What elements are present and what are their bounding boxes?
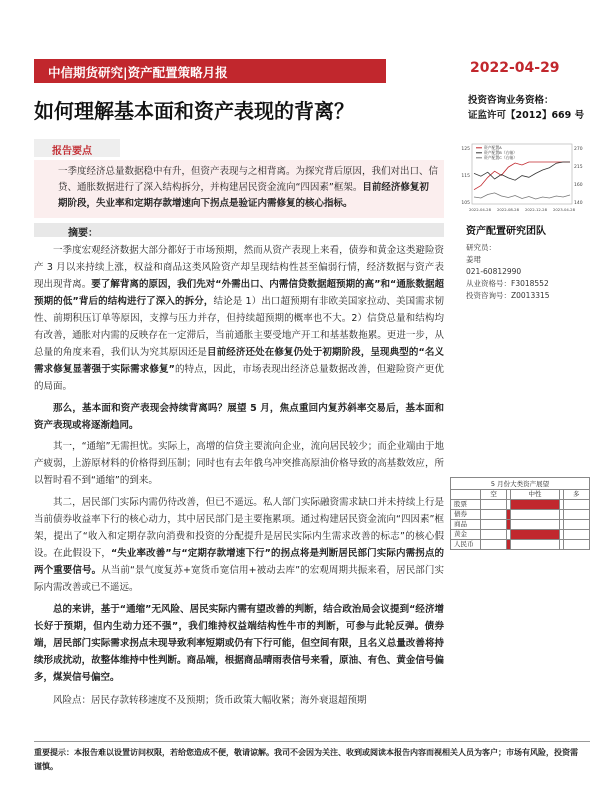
allocation-cell bbox=[563, 530, 589, 540]
p1-bold-b: 要了解背离的原因，我们先对“外需出口、内需信贷数据超预期的高”和“通胀数据超预期的低”背后的结构进行了深入的拆分， bbox=[34, 279, 444, 307]
allocation-row-label: 人民币 bbox=[451, 540, 481, 550]
p4-text-c: 从当前“景气度复苏+宽货币宽信用+被动去库”的宏观周期共振来看，居民部门实际内需改善或已不遥远。 bbox=[34, 565, 444, 593]
report-body bbox=[34, 242, 444, 714]
license-line-2: 证监许可【2012】669 号 bbox=[468, 110, 585, 121]
allocation-cell bbox=[563, 520, 589, 530]
chart-legend-label: 资产配置B（右轴） bbox=[484, 150, 517, 155]
allocation-table-title: 5 月份大类资产展望 bbox=[450, 477, 590, 489]
allocation-row-label: 股票 bbox=[451, 500, 481, 510]
chart-x-tick: 2023-04-28 bbox=[552, 207, 576, 212]
allocation-header-short: 空 bbox=[481, 490, 507, 500]
analyst-phone: 021-60812990 bbox=[466, 267, 522, 276]
allocation-row bbox=[451, 530, 590, 540]
chart-right-tick: 270 bbox=[574, 147, 583, 152]
license-line-1: 投资咨询业务资格： bbox=[468, 95, 554, 106]
team-name: 资产配置研究团队 bbox=[466, 226, 546, 237]
chart-x-tick: 2022-04-28 bbox=[468, 207, 492, 212]
allocation-header-row bbox=[451, 490, 590, 500]
summary-bold-text: 目前经济修复初期阶段，失业率和定期存款增速向下拐点是验证内需修复的核心指标。 bbox=[58, 182, 429, 209]
paragraph-1 bbox=[34, 242, 444, 395]
risk-paragraph: 风险点：居民存款转移速度不及预期；货币政策大幅收紧；海外衰退超预期 bbox=[53, 695, 367, 706]
license-info bbox=[468, 93, 584, 123]
chart-x-tick: 2022-08-28 bbox=[496, 207, 520, 212]
chart-legend-label: 资产配置C（右轴） bbox=[484, 155, 518, 160]
allocation-cell bbox=[563, 540, 589, 550]
chart-right-tick: 215 bbox=[574, 165, 583, 170]
footer-divider bbox=[34, 741, 590, 742]
allocation-cell bbox=[563, 500, 589, 510]
allocation-cell bbox=[481, 500, 507, 510]
paragraph-2 bbox=[34, 400, 444, 434]
allocation-cell bbox=[510, 500, 559, 510]
paragraph-4 bbox=[34, 494, 444, 596]
summary-box bbox=[34, 160, 444, 218]
chart-legend-label: 资产配置A bbox=[484, 145, 502, 150]
p1-text-a: 一季度宏观经济数据大部分都好于市场预期，然而从资产表现上来看，债券和黄金这类避险资产 3 月以来持续上涨，权益和商品这类风险资产却呈现结构性甚至偏弱行情，经济数据与资产表现出现背离。 bbox=[34, 245, 444, 290]
analyst-qualification: 从业资格号：F3018552 bbox=[466, 279, 549, 288]
p4-bold-b: “失业率改善”与“定期存款增速下行”的拐点将是判断居民部门实际内需拐点的两个重要信号。 bbox=[34, 548, 444, 576]
allocation-cell bbox=[481, 510, 507, 520]
report-title: 如何理解基本面和资产表现的背离？ bbox=[34, 99, 354, 123]
chart-x-tick: 2022-12-28 bbox=[524, 207, 548, 212]
chart-left-tick: 105 bbox=[461, 201, 470, 206]
brand-bar bbox=[34, 59, 386, 83]
allocation-cell bbox=[510, 540, 559, 550]
analyst-info bbox=[466, 242, 550, 302]
allocation-row bbox=[451, 510, 590, 520]
allocation-table bbox=[450, 477, 590, 550]
allocation-cell bbox=[563, 510, 589, 520]
p1-bold-d: 目前经济还处在修复仍处于初期阶段，呈现典型的“名义需求修复显著强于实际需求修复” bbox=[34, 347, 444, 375]
abstract-tag-label: 摘要： bbox=[68, 228, 98, 239]
summary-tag bbox=[34, 139, 120, 157]
analyst-label: 研究员： bbox=[466, 243, 496, 252]
allocation-cell bbox=[510, 530, 559, 540]
allocation-cell bbox=[510, 520, 559, 530]
allocation-row bbox=[451, 540, 590, 550]
abstract-tag bbox=[34, 223, 444, 237]
allocation-cell bbox=[510, 510, 559, 520]
allocation-row bbox=[451, 500, 590, 510]
allocation-grid bbox=[450, 489, 590, 550]
summary-text: 一季度经济总量数据稳中有升，但资产表现与之相背离。为探究背后原因，我们对出口、信贷、通胀数据进行了深入结构拆分，并构建居民资金流向“四因素”框架。 bbox=[58, 166, 439, 193]
chart-left-tick: 115 bbox=[461, 174, 470, 179]
allocation-header-blank bbox=[451, 490, 481, 500]
allocation-cell bbox=[481, 520, 507, 530]
p1-text-c: 结论是 1）出口超预期有非欧美国家拉动、美国需求韧性、前期积压订单等原因，支撑与压力并存，但持续超预期的概率也不大。2）信贷总量和结构均有改善，通胀对内需的反映存在一定滞后，当前通胀主要受地产开工和基基数拖累。更进一步，从总量的角度来看，我们认为究其原因还是 bbox=[34, 296, 444, 358]
brand-title: 中信期货研究|资产配置策略月报 bbox=[48, 65, 228, 80]
summary-tag-label: 报告要点 bbox=[52, 146, 92, 157]
p2-bold: 那么，基本面和资产表现会持续背离吗？展望 5 月，焦点重回内复苏斜率交易后，基本面和资产表现或将逐渐趋同。 bbox=[34, 403, 444, 431]
allocation-header-long: 多 bbox=[563, 490, 589, 500]
disclaimer: 重要提示：本报告难以设置访问权限，若给您造成不便，敬请谅解。我司不会因为关注、收到或阅读本报告内容而视相关人员为客户；市场有风险，投资需谨慎。 bbox=[34, 748, 578, 771]
p5-bold: 总的来讲，基于“通缩”无风险、居民实际内需有望改善的判断，结合政治局会议提到“经济增长好于预期，但内生动力还不强”，我们维持权益端结构性牛市的判断，可参与此轮反弹。债券端，居民部门实际需求拐点未现导致利率短期或仍有下行可能，但空间有限，且名义总量改善将持续形成扰动，故整体维持中性判断。商品端，根据商品晴雨表信号来看，原油、有色、黄金信号偏多，煤炭信号偏空。 bbox=[34, 604, 444, 683]
p4-text-a: 其二，居民部门实际内需仍待改善，但已不遥远。私人部门实际融资需求缺口并未持续上行是当前债券收益率下行的核心动力，其中居民部门是主要拖累项。通过构建居民资金流向“四因素”框架，提出了“收入和定期存款向消费和投资的分配提升是居民实际内生需求改善的标志”的核心假设。在此假设下， bbox=[34, 497, 444, 559]
analyst-consult-no: 投资咨询号：Z0013315 bbox=[466, 291, 550, 300]
paragraph-3: 其一，“通缩”无需担忧。实际上，高增的信贷主要流向企业，流向居民较少；而企业端由于地产疲弱，上游原材料的价格得到压制；同时也有去年俄乌冲突推高原油价格导致的高基数效应，所以暂时看不到“通缩”的到来。 bbox=[34, 441, 444, 486]
allocation-cell bbox=[481, 540, 507, 550]
analyst-name: 姜珺 bbox=[466, 255, 481, 264]
allocation-row-label: 债券 bbox=[451, 510, 481, 520]
chart-left-tick: 125 bbox=[461, 147, 470, 152]
allocation-cell bbox=[481, 530, 507, 540]
allocation-header-neutral: 中性 bbox=[510, 490, 559, 500]
allocation-row bbox=[451, 520, 590, 530]
chart-right-tick: 140 bbox=[574, 201, 583, 206]
report-date: 2022-04-29 bbox=[470, 60, 560, 76]
mini-line-chart bbox=[458, 140, 588, 216]
allocation-row-label: 商品 bbox=[451, 520, 481, 530]
chart-right-tick: 160 bbox=[574, 183, 583, 188]
paragraph-5 bbox=[34, 601, 444, 686]
allocation-row-label: 黄金 bbox=[451, 530, 481, 540]
p1-text-e: 的特点，因此，市场表现出经济总量数据改善，但避险资产更优的局面。 bbox=[34, 364, 444, 392]
